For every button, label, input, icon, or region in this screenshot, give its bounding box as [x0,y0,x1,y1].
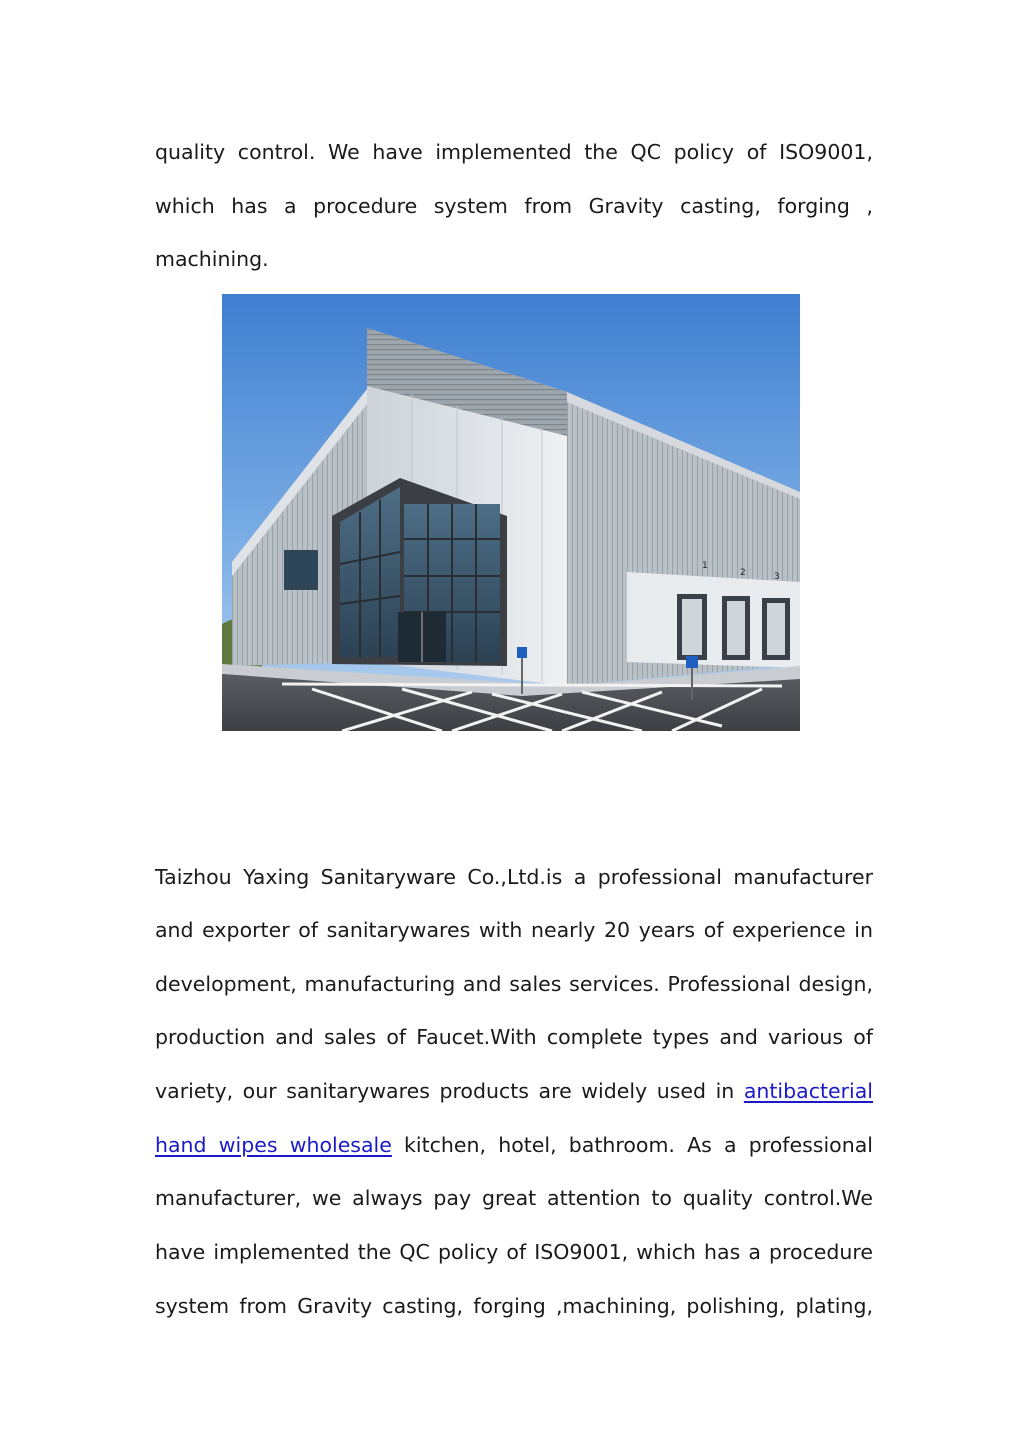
dock-number-3: 3 [774,572,780,582]
about-line-7: manufacturer, we always pay great attention to quality control.We [155,1186,873,1210]
about-line-5 [155,1077,873,1105]
about-line-8: have implemented the QC policy of ISO9001, which has a procedure [155,1240,873,1264]
dock-number-1: 1 [702,561,708,571]
about-line-6 [155,1131,873,1159]
antibacterial-link-part-2[interactable]: hand wipes wholesale [155,1133,392,1157]
about-line-5-text: variety, our sanitarywares products are widely used in [155,1079,735,1103]
dock-number-2: 2 [740,568,746,578]
about-line-3: development, manufacturing and sales services. Professional design, [155,972,873,996]
intro-line-1: quality control. We have implemented the QC policy of ISO9001, [155,140,873,164]
about-line-4: production and sales of Faucet.With complete types and various of [155,1025,873,1049]
about-line-9: system from Gravity casting, forging ,machining, polishing, plating, [155,1294,873,1318]
intro-line-2: which has a procedure system from Gravity casting, forging , [155,194,873,218]
about-line-2: and exporter of sanitarywares with nearly 20 years of experience in [155,918,873,942]
factory-building-photo [222,294,800,731]
antibacterial-link-part-1[interactable]: antibacterial [743,1079,873,1103]
intro-line-3: machining. [155,247,269,271]
about-line-6-text: kitchen, hotel, bathroom. As a professional [404,1133,873,1157]
about-line-1: Taizhou Yaxing Sanitaryware Co.,Ltd.is a professional manufacturer [155,865,873,889]
